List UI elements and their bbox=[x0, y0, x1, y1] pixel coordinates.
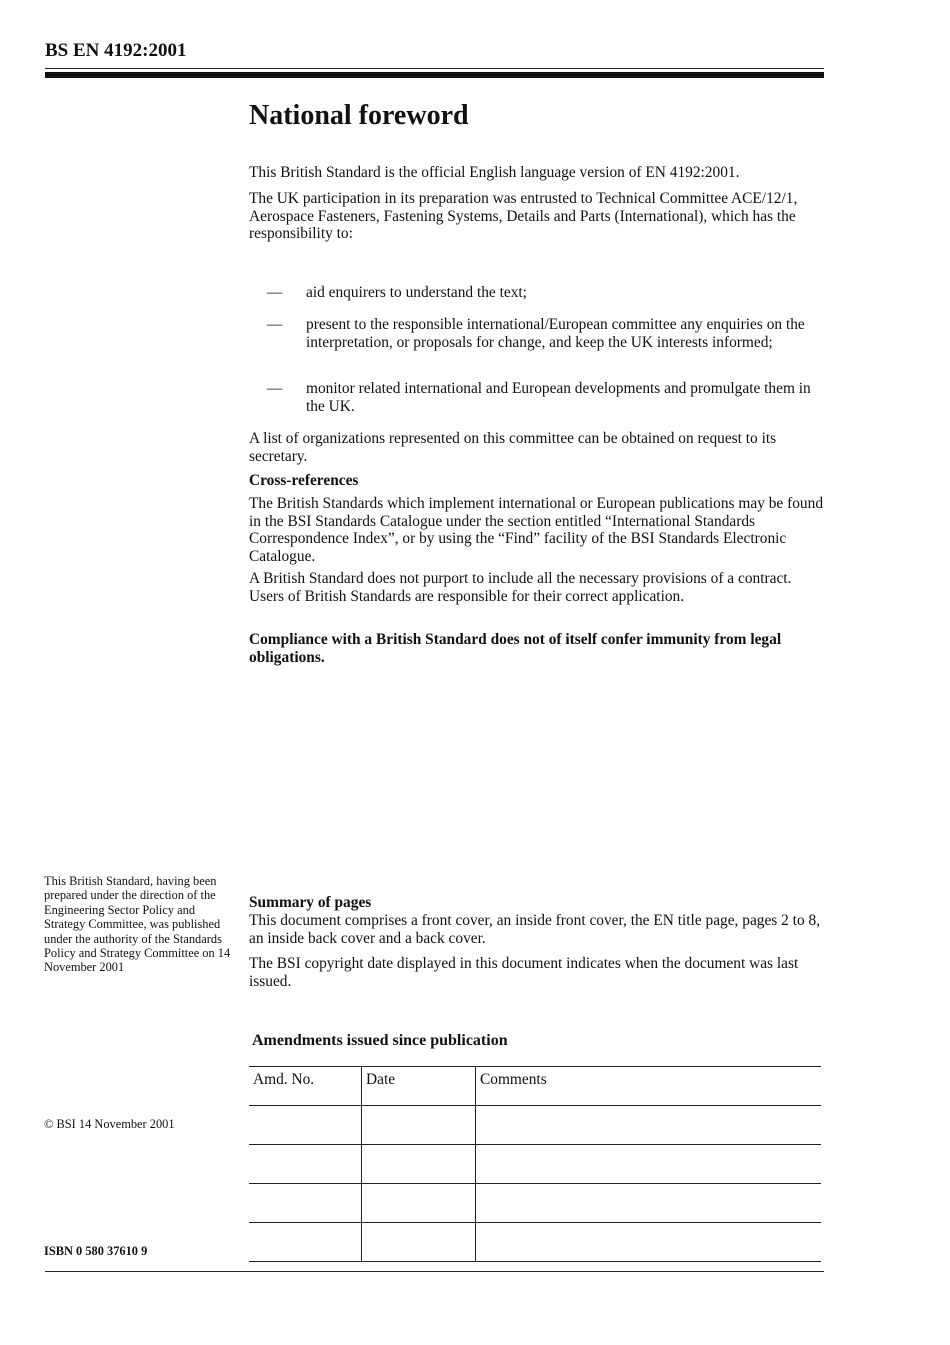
list-marker: — bbox=[267, 284, 283, 301]
footer-rule bbox=[45, 1271, 824, 1272]
compliance-statement: Compliance with a British Standard does not of itself confer immunity from legal obligations. bbox=[249, 631, 782, 666]
contract-paragraph: A British Standard does not purport to include all the necessary provisions of a contract. Users of British Standards are responsible for their correct application. bbox=[249, 570, 792, 605]
table-cell bbox=[476, 1223, 822, 1262]
summary-heading: Summary of pages bbox=[249, 894, 372, 911]
responsibility-item: aid enquirers to understand the text; bbox=[306, 284, 527, 301]
table-cell bbox=[476, 1184, 822, 1223]
responsibility-item: monitor related international and European developments and promulgate them in the UK. bbox=[306, 380, 811, 415]
header-rule-thick bbox=[45, 72, 824, 78]
responsibility-item: present to the responsible international/European committee any enquiries on the interpretation, or proposals for change, and keep the UK interests informed; bbox=[306, 316, 805, 351]
table-cell bbox=[362, 1145, 476, 1184]
intro-paragraph-2: The UK participation in its preparation was entrusted to Technical Committee ACE/12/1, Aerospace Fasteners, Fastening Systems, Details and Parts (International), which has the responsibility to: bbox=[249, 190, 798, 243]
summary-paragraph: This document comprises a front cover, an inside front cover, the EN title page, pages 2 to 8, an inside back cover and a back cover. bbox=[249, 912, 821, 947]
crossref-paragraph: The British Standards which implement international or European publications may be found in the BSI Standards Catalogue under the section entitled “International Standards Correspondence Index”, or by using the “Find” facility of the BSI Standards Electronic Catalogue. bbox=[249, 495, 824, 565]
page-title: National foreword bbox=[249, 100, 469, 131]
table-cell bbox=[249, 1223, 362, 1262]
table-cell bbox=[362, 1184, 476, 1223]
intro-paragraph-1: This British Standard is the official English language version of EN 4192:2001. bbox=[249, 164, 740, 181]
table-cell bbox=[249, 1184, 362, 1223]
table-cell bbox=[362, 1223, 476, 1262]
table-header-row bbox=[249, 1067, 821, 1106]
header-rule-thin bbox=[45, 68, 824, 69]
copyright-date-paragraph: The BSI copyright date displayed in this document indicates when the document was last issued. bbox=[249, 955, 799, 990]
column-header-date: Date bbox=[362, 1067, 476, 1106]
table-row bbox=[249, 1145, 821, 1184]
organizations-paragraph: A list of organizations represented on this committee can be obtained on request to its secretary. bbox=[249, 430, 777, 465]
table-cell bbox=[476, 1145, 822, 1184]
copyright-notice: © BSI 14 November 2001 bbox=[44, 1117, 175, 1131]
amendments-table bbox=[249, 1066, 821, 1262]
table-cell bbox=[249, 1106, 362, 1145]
column-header-amd-no: Amd. No. bbox=[249, 1067, 362, 1106]
table-row bbox=[249, 1184, 821, 1223]
list-marker: — bbox=[267, 316, 283, 333]
crossref-heading: Cross-references bbox=[249, 472, 359, 489]
column-header-comments: Comments bbox=[476, 1067, 822, 1106]
table-cell bbox=[249, 1145, 362, 1184]
table-row bbox=[249, 1223, 821, 1262]
standard-code: BS EN 4192:2001 bbox=[45, 40, 187, 61]
publication-note: This British Standard, having been prepared under the direction of the Engineering Sector Policy and Strategy Committee, was published under the authority of the Standards Policy and Strategy Committee on 14 November 2001 bbox=[44, 874, 231, 975]
isbn: ISBN 0 580 37610 9 bbox=[44, 1244, 148, 1258]
list-marker: — bbox=[267, 380, 283, 397]
table-cell bbox=[362, 1106, 476, 1145]
amendments-title: Amendments issued since publication bbox=[252, 1032, 508, 1049]
table-cell bbox=[476, 1106, 822, 1145]
table-row bbox=[249, 1106, 821, 1145]
